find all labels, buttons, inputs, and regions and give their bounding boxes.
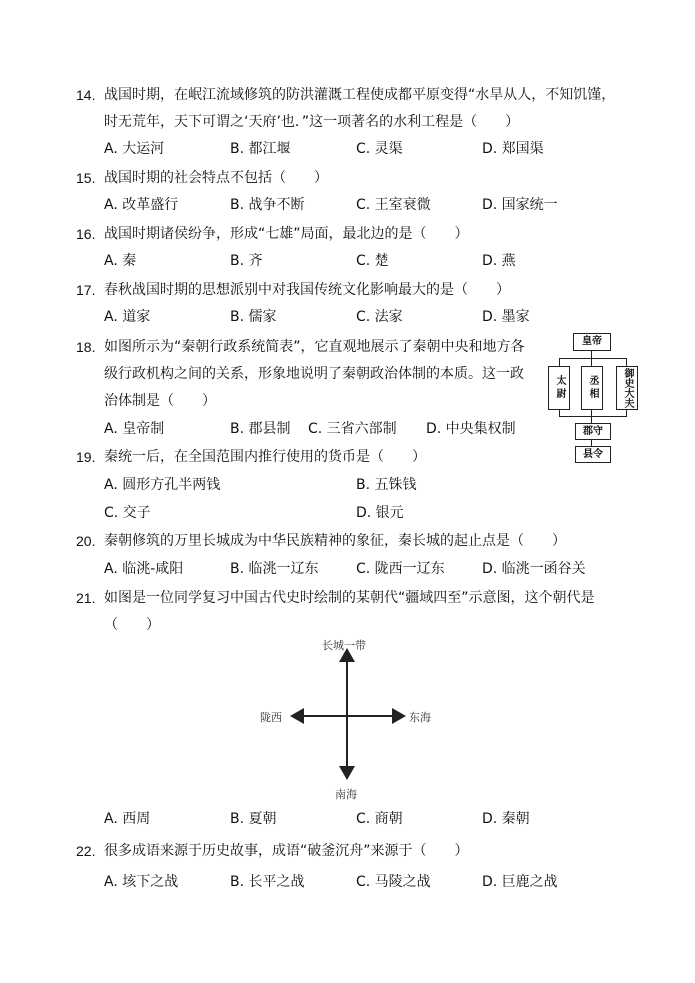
- question-22-number: 22.: [76, 843, 96, 859]
- question-20-number: 20.: [76, 533, 96, 549]
- question-19-option-b[interactable]: B. 五铢钱: [356, 477, 417, 493]
- question-14-stem-line2: 时无荒年，天下可谓之‘天府’也．”这一项著名的水利工程是（ ）: [104, 114, 520, 130]
- question-17-number: 17.: [76, 282, 96, 298]
- question-15-option-a[interactable]: A. 改革盛行: [104, 197, 179, 213]
- question-18-option-c[interactable]: C. 三省六部制: [308, 421, 397, 437]
- question-15-number: 15.: [76, 170, 96, 186]
- question-17-stem: 春秋战国时期的思想派别中对我国传统文化影响最大的是（ ）: [104, 282, 510, 298]
- question-20-stem: 秦朝修筑的万里长城成为中华民族精神的象征，秦长城的起止点是（ ）: [104, 533, 566, 549]
- question-16-option-c[interactable]: C. 楚: [356, 253, 389, 269]
- question-19-number: 19.: [76, 449, 96, 465]
- question-21-option-a[interactable]: A. 西周: [104, 811, 151, 827]
- question-14-option-d[interactable]: D. 郑国渠: [482, 141, 544, 157]
- question-17-option-a[interactable]: A. 道家: [104, 309, 151, 325]
- question-14-option-c[interactable]: C. 灵渠: [356, 141, 403, 157]
- question-16-option-d[interactable]: D. 燕: [482, 253, 516, 269]
- question-18-stem-line1: 如图所示为“秦朝行政系统简表”，它直观地展示了秦朝中央和地方各: [104, 339, 525, 355]
- question-16-stem: 战国时期诸侯纷争，形成“七雄”局面，最北边的是（ ）: [104, 226, 469, 242]
- question-20-option-c[interactable]: C. 陇西一辽东: [356, 561, 445, 577]
- question-21-option-d[interactable]: D. 秦朝: [482, 811, 530, 827]
- question-21-stem-line2: （ ）: [104, 617, 160, 633]
- question-22-option-c[interactable]: C. 马陵之战: [356, 874, 431, 890]
- question-17-option-d[interactable]: D. 墨家: [482, 309, 530, 325]
- label-west: 陇西: [260, 711, 282, 724]
- question-21-option-c[interactable]: C. 商朝: [356, 811, 403, 827]
- question-18-number: 18.: [76, 339, 96, 355]
- question-15-option-b[interactable]: B. 战争不断: [230, 197, 305, 213]
- question-15-option-d[interactable]: D. 国家统一: [482, 197, 558, 213]
- question-18-option-a[interactable]: A. 皇帝制: [104, 421, 165, 437]
- question-19-option-a[interactable]: A. 圆形方孔半两钱: [104, 477, 221, 493]
- question-22-option-a[interactable]: A. 垓下之战: [104, 874, 179, 890]
- question-22-stem: 很多成语来源于历史故事，成语“破釜沉舟”来源于（ ）: [104, 843, 469, 859]
- question-18-option-b[interactable]: B. 郡县制: [230, 421, 291, 437]
- chart-box-yushi: 御史大夫: [616, 366, 638, 410]
- chart-box-junshou: 郡守: [575, 423, 611, 440]
- question-18-stem-line3: 治体制是（ ）: [104, 393, 216, 409]
- label-north: 长城一带: [322, 639, 366, 652]
- question-16-option-b[interactable]: B. 齐: [230, 253, 263, 269]
- question-15-option-c[interactable]: C. 王室衰微: [356, 197, 431, 213]
- question-16-number: 16.: [76, 226, 96, 242]
- question-19-stem: 秦统一后，在全国范围内推行使用的货币是（ ）: [104, 449, 426, 465]
- question-19-option-d[interactable]: D. 银元: [356, 505, 404, 521]
- question-14-option-a[interactable]: A. 大运河: [104, 141, 165, 157]
- question-17-option-b[interactable]: B. 儒家: [230, 309, 277, 325]
- question-22-option-b[interactable]: B. 长平之战: [230, 874, 305, 890]
- question-19-option-c[interactable]: C. 交子: [104, 505, 151, 521]
- chart-box-emperor: 皇帝: [573, 333, 611, 351]
- question-18-option-d[interactable]: D. 中央集权制: [426, 421, 516, 437]
- question-14-stem-line1: 战国时期，在岷江流域修筑的防洪灌溉工程使成都平原变得“水旱从人，不知饥馑，: [104, 87, 616, 103]
- question-15-stem: 战国时期的社会特点不包括（ ）: [104, 170, 328, 186]
- question-16-option-a[interactable]: A. 秦: [104, 253, 137, 269]
- question-20-option-d[interactable]: D. 临洮一函谷关: [482, 561, 586, 577]
- question-20-option-b[interactable]: B. 临洮一辽东: [230, 561, 319, 577]
- question-21-option-b[interactable]: B. 夏朝: [230, 811, 277, 827]
- question-18-stem-line2: 级行政机构之间的关系，形象地说明了秦朝政治体制的本质。这一政: [104, 366, 524, 382]
- chart-box-taiwei: 太尉: [548, 366, 570, 410]
- chart-box-xianling: 县令: [575, 446, 611, 463]
- question-20-option-a[interactable]: A. 临洮-咸阳: [104, 561, 184, 577]
- question-21-stem-line1: 如图是一位同学复习中国古代史时绘制的某朝代“疆域四至”示意图，这个朝代是: [104, 590, 595, 606]
- question-14-number: 14.: [76, 87, 96, 103]
- question-21-number: 21.: [76, 590, 96, 606]
- label-south: 南海: [335, 788, 357, 801]
- question-22-option-d[interactable]: D. 巨鹿之战: [482, 874, 558, 890]
- question-17-option-c[interactable]: C. 法家: [356, 309, 403, 325]
- chart-box-chengxiang: 丞相: [581, 366, 603, 410]
- question-14-option-b[interactable]: B. 都江堰: [230, 141, 291, 157]
- label-east: 东海: [409, 711, 431, 724]
